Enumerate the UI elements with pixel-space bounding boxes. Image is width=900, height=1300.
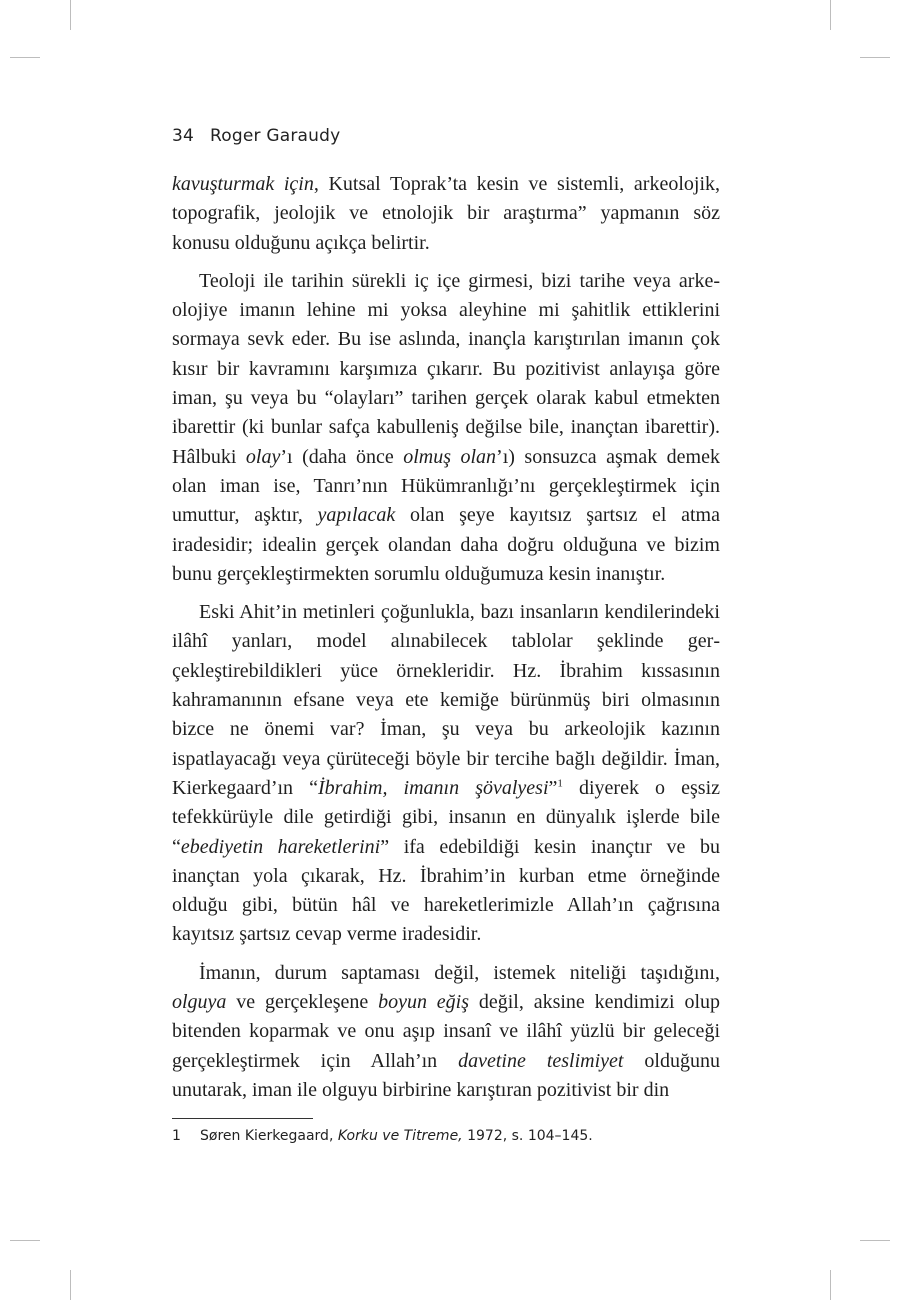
text-run: ” (548, 776, 558, 799)
footnote-title: Korku ve Titreme, (337, 1128, 463, 1144)
text-run: ” ifa edebildiği kesin inançtır ve bu inançtan yola çıkarak, Hz. İbrahim’in kurban etme örneğinde olduğu gibi, bütün hâl ve hareketlerimizle Allah’ın çağrısına kayıtsız şartsız cevap verme iradesidir. (172, 835, 720, 946)
text-run: olan şeye kayıtsız şartsız el atma iradesidir; idealin gerçek olandan daha doğru olduğuna ve bizim bunu gerçekleştirmekten sorumlu olduğumuza kesin inanıştır. (172, 504, 720, 585)
italic-text: olay (245, 445, 281, 468)
paragraph (172, 598, 720, 950)
paragraph (172, 170, 720, 258)
italic-text: olguya (172, 991, 227, 1014)
text-run: diyerek o eşsiz tefekkürüyle dile getirdiği gibi, insanın en dünyalık işlerde bile “ (172, 776, 720, 858)
crop-mark-top-left (70, 0, 71, 30)
body-text (172, 170, 720, 1114)
page-number: 34 (172, 126, 195, 146)
italic-text: yapılacak (317, 504, 396, 527)
text-run: , Kutsal Toprak’ta kesin ve sistemli, arkeolojik, topografik, jeolojik ve etnolojik bir araştırma” yapmanın söz konusu olduğunu açıkça belirtir. (172, 173, 720, 254)
crop-mark-left-top (10, 57, 40, 58)
paragraph (172, 267, 720, 589)
paragraph (172, 959, 720, 1105)
crop-mark-bottom-right (830, 1270, 831, 1300)
footnote-reference: 1 (557, 777, 563, 790)
running-header (172, 126, 340, 146)
text-run: ve gerçekleşene (226, 991, 379, 1014)
footnote-author: Søren Kierkegaard, (200, 1128, 338, 1144)
crop-mark-right-top (860, 57, 890, 58)
crop-mark-right-bottom (860, 1240, 890, 1241)
text-run: İmanın, durum saptaması değil, istemek niteliği taşıdığını, (199, 961, 720, 984)
italic-text: davetine teslimiyet (458, 1049, 624, 1072)
footnote-rule (172, 1118, 313, 1119)
footnote-number: 1 (172, 1128, 181, 1144)
italic-text: olmuş olan (403, 445, 497, 468)
text-run: Eski Ahit’in metinleri çoğunlukla, bazı insanların kendilerindeki ilâhî yanları, model alınabilecek tablolar şeklinde gerçekleştirebildikleri yüce örnekleridir. Hz. İbrahim kıssasının kahramanının efsane veya ete kemiğe bürünmüş biri olmasının bizce ne önemi var? İman, şu veya bu arkeolojik kazının ispatlayacağı veya çürüteceği böyle bir tercihe bağlı değildir. İman, Kierkegaard’ın “ (172, 601, 720, 799)
footnote-rest: 1972, s. 104–145. (462, 1128, 593, 1144)
text-run: ’ı (daha önce (280, 445, 404, 468)
italic-text: İbrahim, imanın şövalyesi (318, 776, 549, 799)
text-run: ’ı) sonsuzca aşmak demek olan iman ise, Tanrı’nın Hükümranlığı’nı gerçekleştirmek için umuttur, aşktır, (172, 445, 720, 527)
running-header-author: Roger Garaudy (210, 126, 341, 146)
crop-mark-left-bottom (10, 1240, 40, 1241)
italic-text: kavuşturmak için (172, 173, 314, 195)
italic-text: boyun eğiş (378, 991, 470, 1014)
text-run: Teoloji ile tarihin sürekli iç içe girmesi, bizi tarihe veya arkeolojiye imanın lehine mi yoksa aleyhine mi şahitlik ettiklerini sormaya sevk eder. Bu ise aslında, inançla karıştırılan imanın çok kısır bir kavramını karşımıza çıkarır. Bu pozitivist anlayışa göre iman, şu veya bu “olayları” tarihen gerçek olarak kabul etmekten ibarettir (ki bunlar safça kabulleniş değilse bile, inançtan ibarettir). Hâlbuki (172, 269, 720, 468)
text-run: olduğunu unutarak, iman ile olguyu birbirine karıştıran pozitivist bir din (172, 1049, 720, 1101)
crop-mark-bottom-left (70, 1270, 71, 1300)
text-run: değil, aksine kendimizi olup bitenden koparmak ve onu aşıp insanî ve ilâhî yüzlü bir geleceği gerçekleştirmek için Allah’ın (172, 991, 721, 1072)
footnote (172, 1126, 720, 1146)
crop-mark-top-right (830, 0, 831, 30)
italic-text: ebediyetin hareketlerini (180, 835, 381, 858)
